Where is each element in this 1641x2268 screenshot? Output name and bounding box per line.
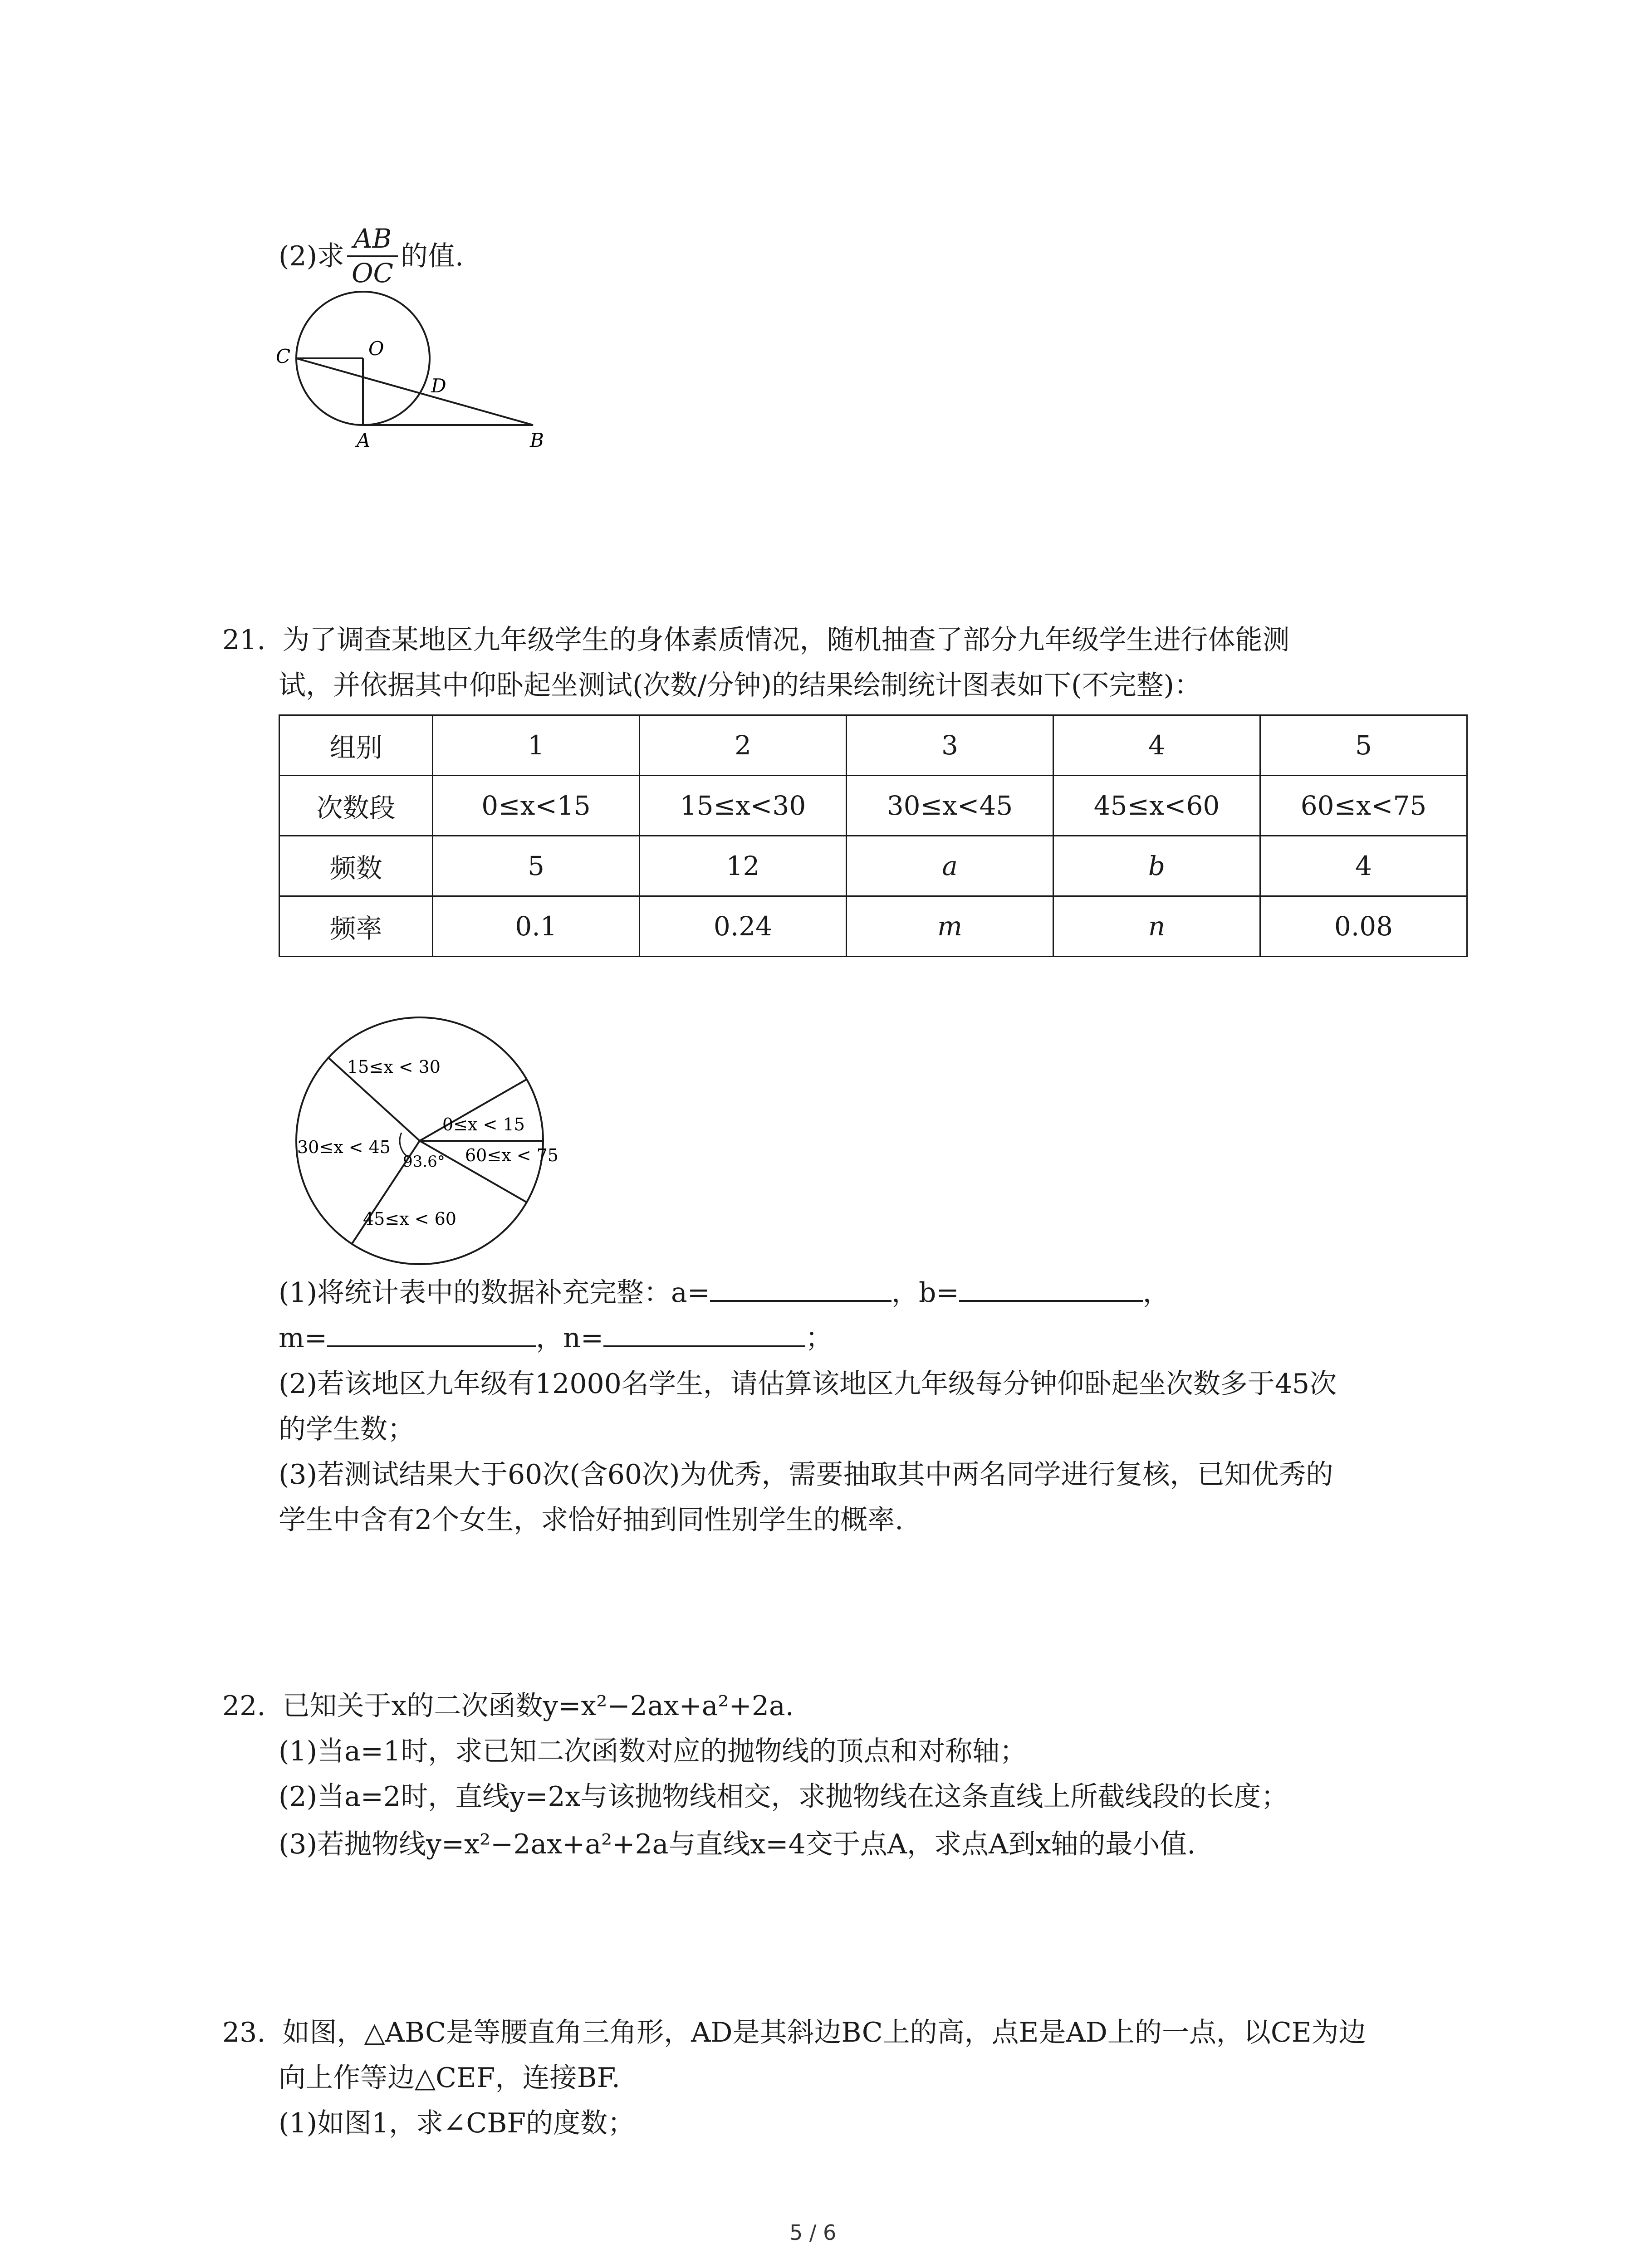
table-row [279, 896, 1467, 957]
table-cell: n [1053, 896, 1260, 957]
table-cell: 频数 [279, 836, 433, 896]
table-cell: 45≤x<60 [1053, 776, 1260, 836]
blank-a [710, 1275, 892, 1302]
q20-part2-suffix: 的值. [400, 240, 464, 272]
pie-angle-label: 93.6° [403, 1153, 445, 1171]
pie-label: 30≤x < 45 [297, 1137, 391, 1157]
q21-part1-line1 [279, 1275, 1170, 1309]
q21-number: 21. [222, 624, 266, 656]
table-cell: 3 [847, 715, 1053, 776]
q21-part1-line2 [279, 1320, 833, 1354]
blank-n [603, 1320, 805, 1347]
label-o: O [368, 337, 384, 360]
table-cell: 2 [640, 715, 847, 776]
q22-stem [222, 1690, 794, 1722]
q20-part2 [279, 225, 464, 288]
q20-frac-numerator: AB [347, 225, 398, 257]
table-cell: 5 [433, 836, 640, 896]
q22-part1: (1)当a=1时，求已知二次函数对应的抛物线的顶点和对称轴； [279, 1735, 1027, 1767]
q23-stem-line1 [222, 2016, 1366, 2049]
table-cell: 组别 [279, 715, 433, 776]
table-cell: 60≤x<75 [1260, 776, 1467, 836]
table-cell: 0.1 [433, 896, 640, 957]
table-cell: m [847, 896, 1053, 957]
q21-part1-n-label: ，n= [536, 1322, 604, 1354]
q21-part1-end: ； [805, 1322, 833, 1354]
table-cell: 次数段 [279, 776, 433, 836]
q23-stem-text1: 如图，△ABC是等腰直角三角形，AD是其斜边BC上的高，点E是AD上的一点，以CE为边 [282, 2017, 1366, 2048]
q20-part2-prefix: (2)求 [279, 240, 344, 272]
q21-part3-line2: 学生中含有2个女生，求恰好抽到同性别学生的概率. [279, 1504, 904, 1536]
table-cell: 频率 [279, 896, 433, 957]
q21-stem-line2: 试，并依据其中仰卧起坐测试(次数/分钟)的结果绘制统计图表如下(不完整)： [279, 670, 1201, 701]
pie-label: 45≤x < 60 [363, 1209, 456, 1229]
q23-stem-line2: 向上作等边△CEF，连接BF. [279, 2062, 620, 2094]
q23-part1: (1)如图1，求∠CBF的度数； [279, 2107, 635, 2139]
table-cell: 30≤x<45 [847, 776, 1053, 836]
table-row [279, 776, 1467, 836]
q22-part2: (2)当a=2时，直线y=2x与该抛物线相交，求抛物线在这条直线上所截线段的长度； [279, 1781, 1288, 1813]
pie-label: 60≤x < 75 [465, 1145, 558, 1165]
table-cell: 12 [640, 836, 847, 896]
page-number: 5 / 6 [789, 2220, 837, 2245]
q21-part2-line2: 的学生数； [279, 1413, 415, 1445]
q21-part1-b-label: ，b= [892, 1277, 959, 1309]
table-cell: b [1053, 836, 1260, 896]
table-cell: 0.08 [1260, 896, 1467, 957]
q21-stem-line1 [222, 624, 1290, 656]
table-cell: 5 [1260, 715, 1467, 776]
table-cell: 4 [1053, 715, 1260, 776]
q22-number: 22. [222, 1690, 266, 1722]
frequency-table [279, 714, 1468, 957]
label-c: C [276, 345, 291, 367]
q22-part3: (3)若抛物线y=x²−2ax+a²+2a与直线x=4交于点A，求点A到x轴的最小值. [279, 1828, 1196, 1860]
pie-label: 0≤x < 15 [442, 1114, 525, 1134]
table-row [279, 836, 1467, 896]
q21-stem-text1: 为了调查某地区九年级学生的身体素质情况，随机抽查了部分九年级学生进行体能测 [282, 624, 1290, 656]
label-d: D [431, 375, 446, 397]
table-cell: 15≤x<30 [640, 776, 847, 836]
label-a: A [357, 429, 371, 451]
blank-b [959, 1275, 1143, 1302]
table-cell: 1 [433, 715, 640, 776]
table-cell: 4 [1260, 836, 1467, 896]
segment-cb [296, 358, 533, 425]
q22-stem-text: 已知关于x的二次函数y=x²−2ax+a²+2a. [282, 1690, 794, 1722]
q21-part1-b-end: ， [1142, 1277, 1170, 1309]
q20-circle-figure [268, 290, 585, 463]
table-cell: 0≤x<15 [433, 776, 640, 836]
q21-part1-m-label: m= [279, 1322, 328, 1354]
table-cell: a [847, 836, 1053, 896]
table-row [279, 715, 1467, 776]
table-cell: 0.24 [640, 896, 847, 957]
q21-part2-line1: (2)若该地区九年级有12000名学生，请估算该地区九年级每分钟仰卧起坐次数多于45次 [279, 1368, 1337, 1400]
q23-number: 23. [222, 2017, 266, 2048]
q20-fraction [347, 225, 398, 288]
q21-part1-a-label: (1)将统计表中的数据补充完整：a= [279, 1277, 710, 1309]
label-b: B [530, 429, 544, 451]
q21-part3-line1: (3)若测试结果大于60次(含60次)为优秀，需要抽取其中两名同学进行复核，已知优秀的 [279, 1459, 1333, 1491]
blank-m [327, 1320, 536, 1347]
q21-pie-chart [281, 1012, 590, 1270]
q20-frac-denominator: OC [352, 257, 393, 288]
pie-label: 15≤x < 30 [347, 1057, 441, 1077]
